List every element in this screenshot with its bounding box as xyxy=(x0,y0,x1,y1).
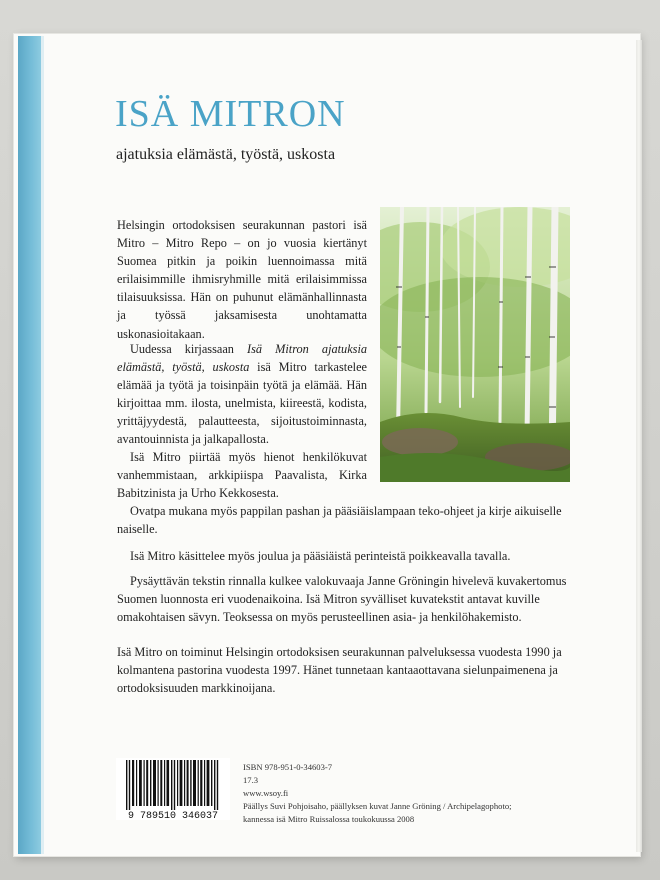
spine-highlight xyxy=(41,36,44,854)
author-bio: Isä Mitro on toiminut Helsingin ortodoksisen seurakunnan palveluksessa vuodesta 1990 ja kolmantena pastorina vuodesta 1997. Hänet tunnetaan kantaaottavana sielunpaimenena ja ortodoksisuuden markkinoijana. xyxy=(117,645,562,696)
blurb-paragraph-2 xyxy=(117,340,367,449)
isbn-barcode xyxy=(116,758,230,820)
blurb-book-title-italic: Isä Mitron ajatuksia elämästä, työstä, uskosta xyxy=(117,342,368,375)
book-subtitle: ajatuksia elämästä, työstä, uskosta xyxy=(116,146,336,163)
cover-credits-line-2: kannessa isä Mitro Ruissalossa toukokuussa 2008 xyxy=(243,814,415,824)
book-page-edge xyxy=(636,40,642,852)
barcode-digits: 9 789510 346037 xyxy=(127,811,219,820)
book-title: ISÄ MITRON xyxy=(115,93,346,135)
blurb-paragraph-2-rest: isä Mitro tarkastelee elämää ja työtä ja toisinpäin työtä ja elämää. Hän kirjoittaa mm. ilosta, unelmista, kiireestä, kodista, yrittäjyydestä, palautteesta, sijoitustoiminnasta, avantouinnista ja jalkapallosta. xyxy=(117,360,367,447)
imprint-block xyxy=(243,761,623,826)
cover-credits-line-1: Päällys Suvi Pohjoisaho, päällyksen kuvat Janne Gröning / Archipelagophoto; xyxy=(243,801,512,811)
blurb-paragraph-1: Helsingin ortodoksisen seurakunnan pastori isä Mitro – Mitro Repo – on jo vuosia kiertänyt Suomea pitkin ja poikin luennoimassa mitä erilaisimmille ihmisryhmille mitä erilaisimmissa tilaisuuksissa. Hän on puhunut elämänhallinnasta ja työssä jaksamisesta unohtamatta uskonasioitakaan. xyxy=(117,218,367,341)
blurb-paragraph-3: Isä Mitro piirtää myös hienot henkilökuvat vanhemmistaan, arkkipiispa Paavalista, Kirka Babitzinista ja Urho Kekkosesta. xyxy=(117,450,367,501)
spine-color-band xyxy=(18,36,41,854)
blurb-paragraph-2-lead: Uudessa kirjassaan xyxy=(130,342,248,356)
blurb-paragraph-5: Isä Mitro käsittelee myös joulua ja pääsiäistä perinteistä poikkeavalla tavalla. xyxy=(130,549,511,563)
blurb-paragraph-4: Ovatpa mukana myös pappilan pashan ja pääsiäislampaan teko-ohjeet ja kirje aikuiselle naiselle. xyxy=(117,504,562,537)
birch-forest-photo xyxy=(380,207,570,482)
blurb-paragraph-6: Pysäyttävän tekstin rinnalla kulkee valokuvaaja Janne Gröningin hivelevä kuvakertomus Suomen luonnosta eri vuodenaikoina. Isä Mitron syvälliset kuvatekstit antavat kuville omakohtaisen sävyn. Teoksessa on myös perusteellinen asia- ja henkilöhakemisto. xyxy=(117,574,567,625)
publisher-website: www.wsoy.fi xyxy=(243,788,289,798)
isbn-number: ISBN 978-951-0-34603-7 xyxy=(243,762,333,772)
library-class: 17.3 xyxy=(243,775,259,785)
barcode-graphic xyxy=(116,758,230,820)
